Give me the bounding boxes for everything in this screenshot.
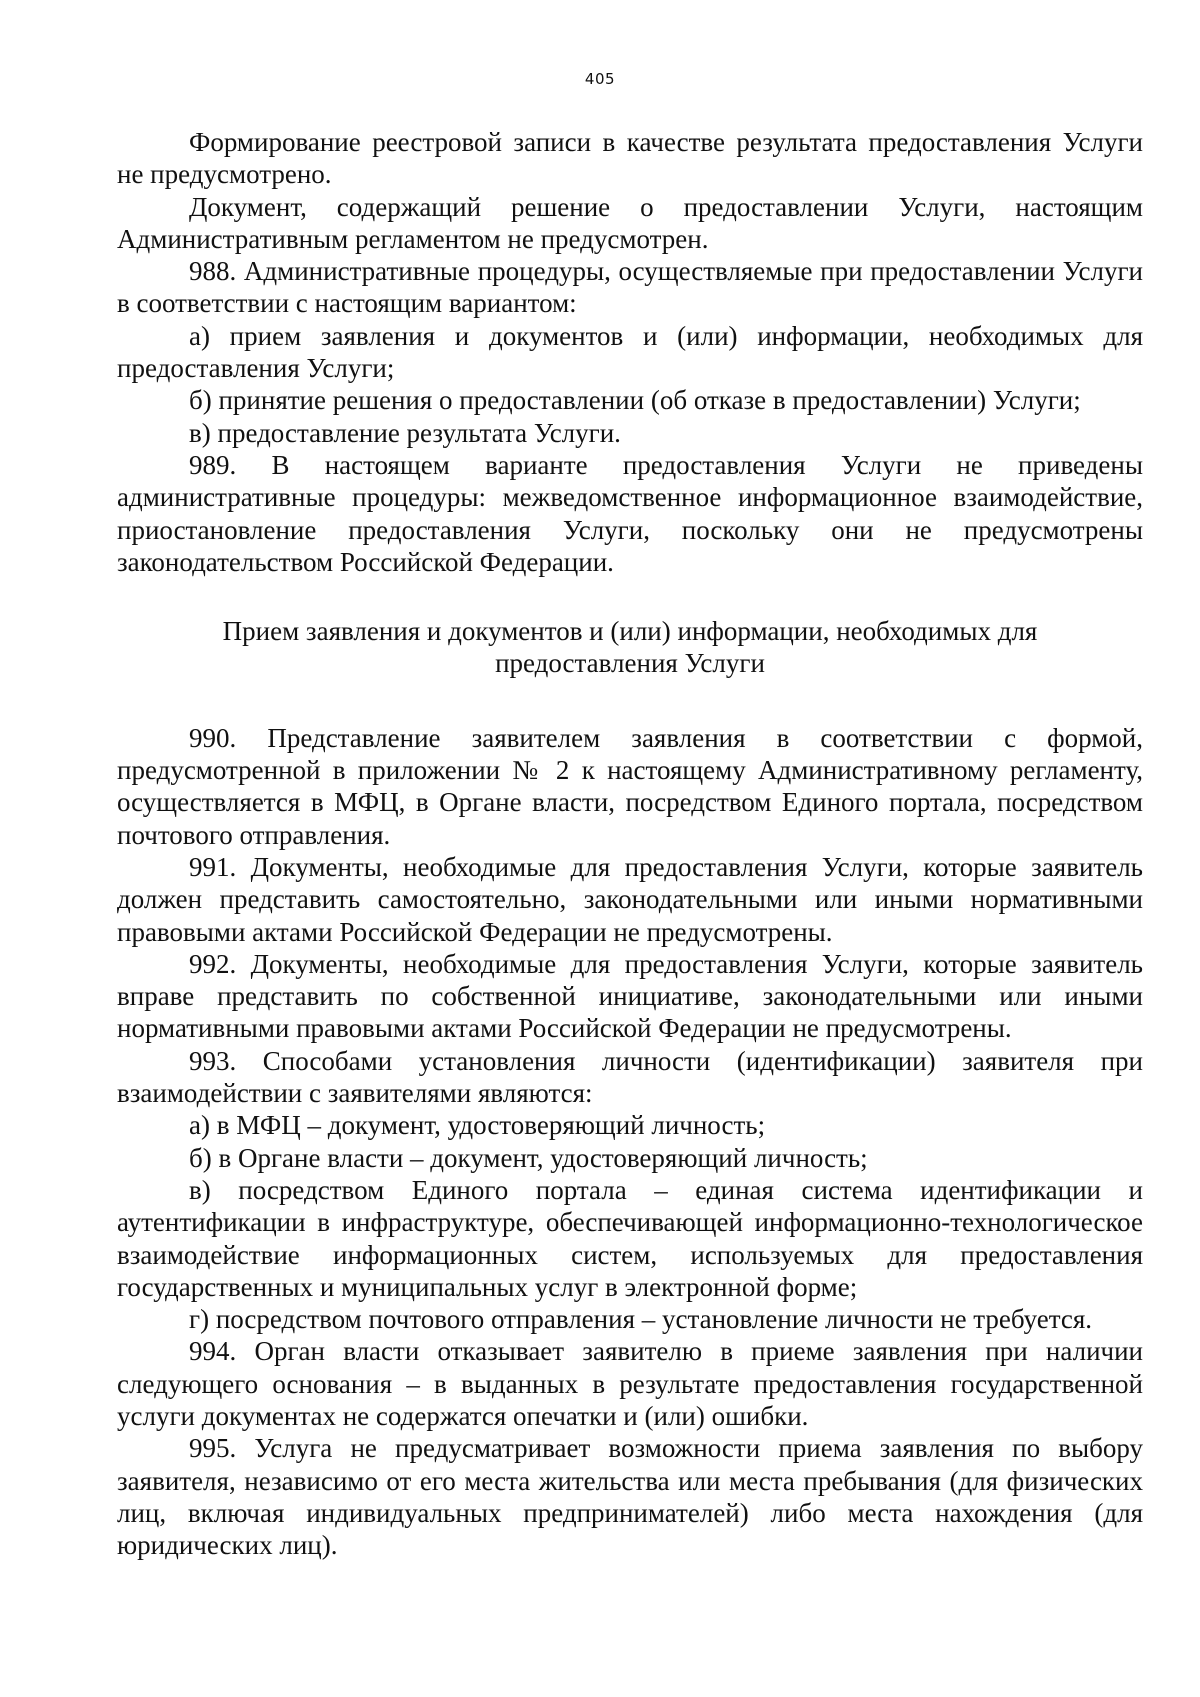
- document-body: [117, 126, 1143, 1561]
- section-heading: Прием заявления и документов и (или) информации, необходимых для предоставления Услуги: [222, 616, 1038, 679]
- paragraph-990: 990. Представление заявителем заявления в соответствии с формой, предусмотренной в приложении № 2 к настоящему Административному регламенту, осуществляется в МФЦ, в Органе власти, посредством Единого портала, посредством почтового отправления.: [117, 722, 1143, 850]
- page-number: 405: [584, 70, 616, 88]
- list-item-993-d: г) посредством почтового отправления – установление личности не требуется.: [189, 1304, 1093, 1335]
- paragraph-995: 995. Услуга не предусматривает возможности приема заявления по выбору заявителя, независимо от его места жительства или места пребывания (для физических лиц, включая индивидуальных предпринимателей) либо места нахождения (для юридических лиц).: [117, 1433, 1143, 1561]
- list-item-988-b: б) принятие решения о предоставлении (об отказе в предоставлении) Услуги;: [189, 385, 1081, 416]
- paragraph-989: 989. В настоящем варианте предоставления Услуги не приведены административные процедуры: межведомственное информационное взаимодействие, приостановление предоставления Услуги, поскольку они не предусмотрены законодательством Российской Федерации.: [117, 449, 1143, 577]
- list-item-993-b: б) в Органе власти – документ, удостоверяющий личность;: [189, 1142, 868, 1173]
- list-item-993-c: в) посредством Единого портала – единая система идентификации и аутентификации в инфраструктуре, обеспечивающей информационно-технологическое взаимодействие информационных систем, используемых для предоставления государственных и муниципальных услуг в электронной форме;: [117, 1174, 1143, 1302]
- paragraph-994: 994. Орган власти отказывает заявителю в приеме заявления при наличии следующего основания – в выданных в результате предоставления государственной услуги документах не содержатся опечатки и (или) ошибки.: [117, 1336, 1143, 1431]
- paragraph-991: 991. Документы, необходимые для предоставления Услуги, которые заявитель должен представить самостоятельно, законодательными или иными нормативными правовыми актами Российской Федерации не предусмотрены.: [117, 851, 1143, 947]
- list-item-993-a: а) в МФЦ – документ, удостоверяющий личность;: [189, 1110, 766, 1141]
- paragraph-993: 993. Способами установления личности (идентификации) заявителя при взаимодействии с заявителями являются:: [117, 1045, 1143, 1109]
- paragraph-registry-record: Формирование реестровой записи в качестве результата предоставления Услуги не предусмотрено.: [117, 127, 1143, 190]
- paragraph-decision-document: Документ, содержащий решение о предоставлении Услуги, настоящим Административным регламентом не предусмотрен.: [117, 191, 1143, 254]
- paragraph-988: 988. Административные процедуры, осуществляемые при предоставлении Услуги в соответствии с настоящим вариантом:: [117, 256, 1143, 319]
- list-item-988-c: в) предоставление результата Услуги.: [189, 417, 621, 448]
- paragraph-992: 992. Документы, необходимые для предоставления Услуги, которые заявитель вправе представить по собственной инициативе, законодательными или иными нормативными правовыми актами Российской Федерации не предусмотрены.: [117, 948, 1143, 1044]
- list-item-988-a: а) прием заявления и документов и (или) информации, необходимых для предоставления Услуги;: [117, 320, 1143, 384]
